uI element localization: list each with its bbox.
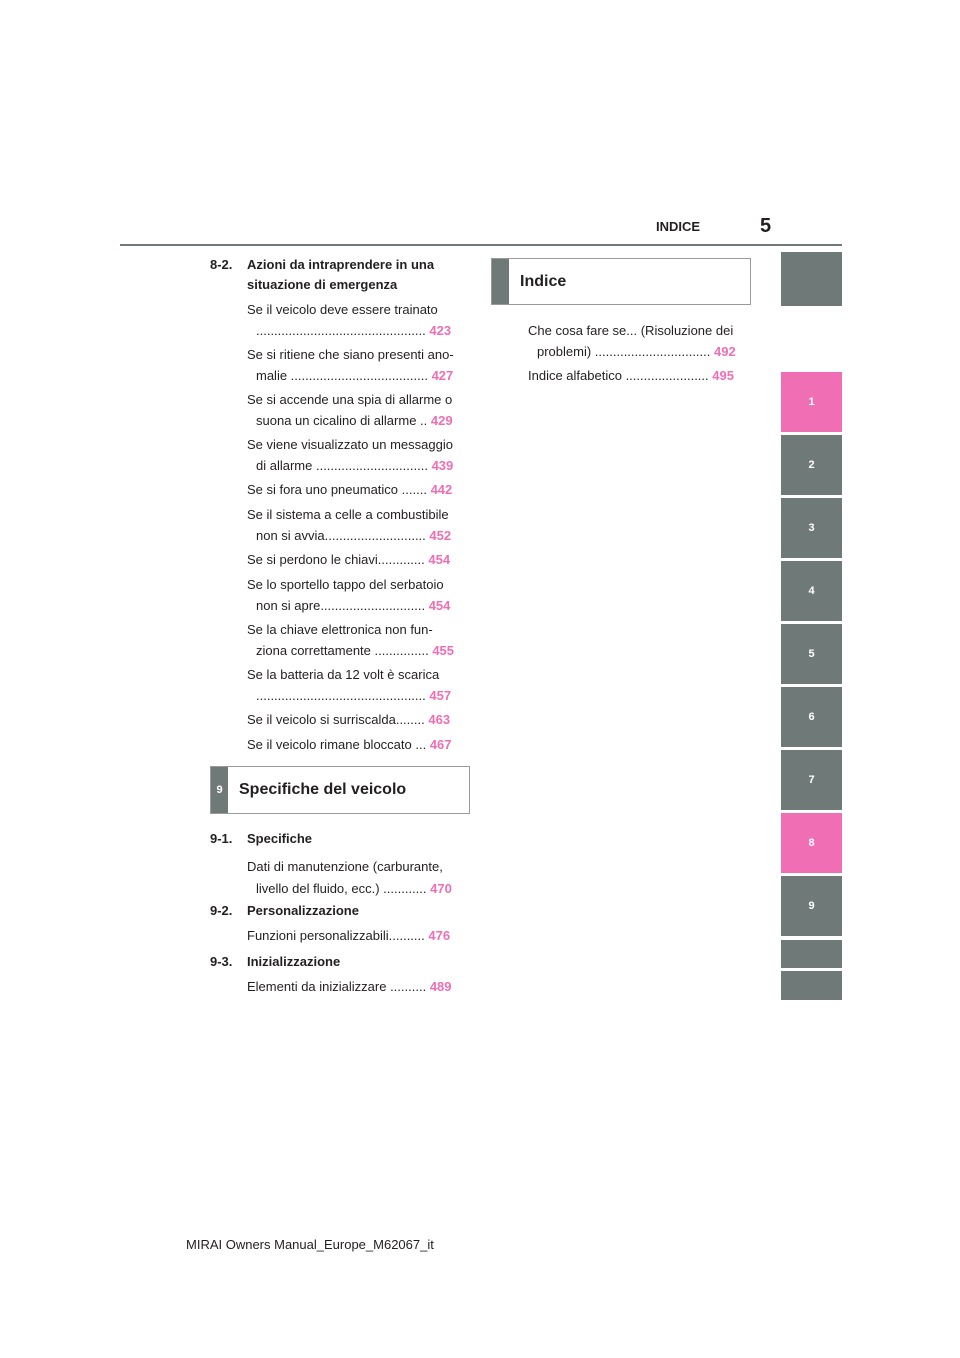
page-link[interactable]: 452 [429, 528, 452, 543]
tab-1[interactable]: 1 [781, 372, 842, 432]
entry-line2: Indice alfabetico ....................... [528, 368, 709, 383]
tab-4[interactable]: 4 [781, 561, 842, 621]
toc-entry[interactable] [247, 434, 453, 476]
entry-line2: Funzioni personalizzabili.......... [247, 928, 425, 943]
entry-line2: ............................................... [256, 688, 426, 703]
entry-line1: Dati di manutenzione (carburante, [247, 859, 443, 874]
tab-7[interactable]: 7 [781, 750, 842, 810]
entry-line2: di allarme ............................... [256, 458, 428, 473]
page-link[interactable]: 427 [431, 368, 454, 383]
page-link[interactable]: 470 [430, 881, 452, 896]
section-8-2 [210, 255, 472, 295]
entry-line2: ............................................... [256, 323, 426, 338]
entry-line2: Elementi da inizializzare .......... [247, 979, 427, 994]
entry-line2: non si apre............................. [256, 598, 426, 613]
header-rule [120, 244, 842, 246]
section-title: Personalizzazione [247, 903, 359, 918]
tab-blank-a[interactable] [781, 940, 842, 968]
tab-2[interactable]: 2 [781, 435, 842, 495]
toc-entry[interactable] [247, 549, 450, 570]
tab-8[interactable]: 8 [781, 813, 842, 873]
section-title: Azioni da intraprendere in una situazione di emergenza [247, 257, 435, 292]
entry-line1: Se si accende una spia di allarme o [247, 392, 453, 407]
entry-line1: Se viene visualizzato un messaggio [247, 437, 453, 452]
page-link[interactable]: 442 [430, 482, 453, 497]
page-number: 5 [760, 215, 772, 237]
page-link[interactable]: 454 [428, 598, 451, 613]
entry-line1: Se si ritiene che siano presenti ano- [247, 347, 454, 362]
toc-entry[interactable] [247, 619, 454, 661]
entry-line2: ziona correttamente ............... [256, 643, 429, 658]
section-number: 9-1. [210, 831, 233, 846]
toc-entry[interactable] [247, 479, 452, 500]
entry-line2: Se si fora uno pneumatico ....... [247, 482, 427, 497]
entry-line2: non si avvia............................ [256, 528, 426, 543]
page-link[interactable]: 492 [714, 344, 736, 359]
toc-entry[interactable] [247, 344, 454, 386]
tab-6[interactable]: 6 [781, 687, 842, 747]
toc-entry[interactable] [247, 734, 452, 755]
entry-line2: livello del fluido, ecc.) ............ [256, 881, 427, 896]
tab-5[interactable]: 5 [781, 624, 842, 684]
page-link[interactable]: 467 [429, 737, 452, 752]
index-box-tab [492, 259, 509, 304]
chapter-9-title: Specifiche del veicolo [239, 781, 407, 798]
page-link[interactable]: 455 [432, 643, 455, 658]
page-link[interactable]: 439 [431, 458, 454, 473]
entry-line2: suona un cicalino di allarme .. [256, 413, 428, 428]
entry-9-3-elementi[interactable] [247, 976, 452, 998]
section-number: 9-3. [210, 954, 233, 969]
tab-3[interactable]: 3 [781, 498, 842, 558]
section-number: 8-2. [210, 257, 233, 272]
entry-line2: Se il veicolo si surriscalda........ [247, 712, 425, 727]
entry-line1: Che cosa fare se... (Risoluzione dei [528, 323, 734, 338]
entry-indice-alfabetico[interactable] [528, 365, 734, 386]
tab-blank-b[interactable] [781, 971, 842, 1000]
section-8-2-heading [210, 255, 472, 295]
section-title: Specifiche [247, 831, 313, 846]
section-9-3 [210, 953, 472, 970]
chapter-9-tab: 9 [211, 767, 228, 813]
footer-manual-id: MIRAI Owners Manual_Europe_M62067_it [186, 1237, 434, 1252]
entry-line2: Se il veicolo rimane bloccato ... [247, 737, 427, 752]
entry-line1: Se il veicolo deve essere trainato [247, 302, 438, 317]
section-9-1-heading [210, 830, 472, 847]
chapter-9-box [210, 766, 470, 814]
entry-9-1-dati[interactable] [247, 856, 452, 900]
toc-entry[interactable] [247, 709, 450, 730]
entry-line1: Se la chiave elettronica non fun- [247, 622, 433, 637]
toc-entry[interactable] [247, 504, 451, 546]
section-number: 9-2. [210, 903, 233, 918]
page-link[interactable]: 489 [429, 979, 452, 994]
toc-entry[interactable] [247, 664, 451, 706]
page-link[interactable]: 463 [428, 712, 451, 727]
page-link[interactable]: 454 [428, 552, 451, 567]
entry-line1: Se la batteria da 12 volt è scarica [247, 667, 440, 682]
tab-9[interactable]: 9 [781, 876, 842, 936]
entry-line1: Se lo sportello tappo del serbatoio [247, 577, 444, 592]
entry-9-2-funzioni[interactable] [247, 925, 450, 947]
entry-risoluzione[interactable] [528, 320, 736, 362]
entry-line2: malie ...................................... [256, 368, 428, 383]
entry-line1: Se il sistema a celle a combustibile [247, 507, 449, 522]
page-link[interactable]: 476 [428, 928, 451, 943]
section-9-2 [210, 902, 472, 919]
index-box [491, 258, 751, 305]
toc-entry[interactable] [247, 299, 451, 341]
toc-entry[interactable] [247, 574, 450, 616]
page-link[interactable]: 457 [429, 688, 452, 703]
entry-line2: Se si perdono le chiavi............. [247, 552, 425, 567]
page-link[interactable]: 495 [712, 368, 734, 383]
index-box-title: Indice [520, 272, 567, 290]
section-9-2-heading [210, 902, 472, 919]
section-9-3-heading [210, 953, 472, 970]
section-9-1 [210, 830, 472, 847]
section-title: Inizializzazione [247, 954, 341, 969]
entry-line2: problemi) ................................ [537, 344, 711, 359]
tab-blank-top[interactable] [781, 252, 842, 306]
toc-entry[interactable] [247, 389, 453, 431]
page-link[interactable]: 429 [430, 413, 453, 428]
header-section-title: INDICE [656, 219, 701, 234]
page-link[interactable]: 423 [429, 323, 452, 338]
